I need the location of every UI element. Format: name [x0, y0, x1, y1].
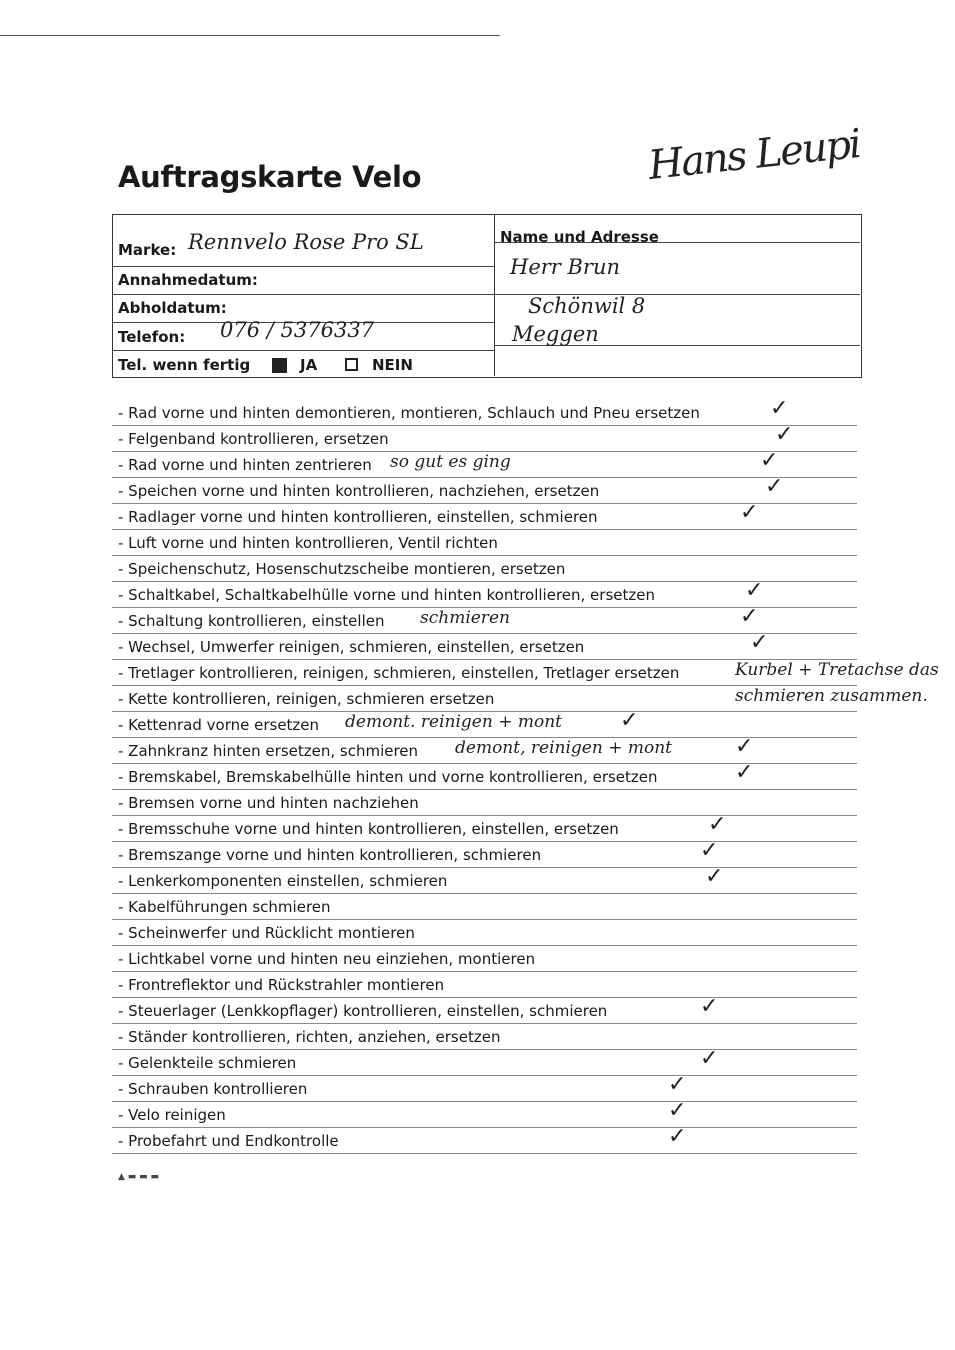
task-item: - Luft vorne und hinten kontrollieren, Ventil richten — [118, 534, 498, 552]
checkmark-icon: ✓ — [735, 760, 754, 785]
telefon-label: Telefon: — [118, 328, 186, 346]
task-item: - Bremsen vorne und hinten nachziehen — [118, 794, 419, 812]
row-line — [112, 294, 495, 295]
form-title: Auftragskarte Velo — [118, 160, 422, 194]
task-rule — [112, 815, 857, 816]
checkmark-icon: ✓ — [765, 474, 784, 499]
footer-mark: ▲ ▬ ▬ ▬ — [118, 1172, 160, 1182]
task-item: - Felgenband kontrollieren, ersetzen — [118, 430, 389, 448]
task-item: - Speichenschutz, Hosenschutzscheibe montieren, ersetzen — [118, 560, 566, 578]
task-rule — [112, 893, 857, 894]
handwritten-note: Kurbel + Tretachse das — [735, 660, 939, 680]
task-item: - Wechsel, Umwerfer reinigen, schmieren, einstellen, ersetzen — [118, 638, 585, 656]
task-item: - Steuerlager (Lenkkopflager) kontrollieren, einstellen, schmieren — [118, 1002, 608, 1020]
ja-checkbox[interactable] — [272, 358, 287, 373]
checkmark-icon: ✓ — [775, 422, 794, 447]
task-item: - Kettenrad vorne ersetzen — [118, 716, 320, 734]
handwritten-note: demont, reinigen + mont — [455, 738, 672, 758]
task-item: - Bremszange vorne und hinten kontrollieren, schmieren — [118, 846, 542, 864]
task-rule — [112, 633, 857, 634]
handwritten-note: schmieren — [420, 608, 510, 628]
abholdatum-label: Abholdatum: — [118, 299, 227, 317]
marke-label: Marke: — [118, 241, 177, 259]
checkmark-icon: ✓ — [700, 838, 719, 863]
checkmark-icon: ✓ — [740, 604, 759, 629]
task-rule — [112, 919, 857, 920]
task-rule — [112, 867, 857, 868]
task-rule — [112, 529, 857, 530]
checkmark-icon: ✓ — [750, 630, 769, 655]
handwritten-note: schmieren zusammen. — [735, 686, 928, 706]
nein-checkbox[interactable] — [345, 358, 358, 371]
task-item: - Rad vorne und hinten zentrieren — [118, 456, 372, 474]
name-line-1: Herr Brun — [510, 255, 621, 279]
task-item: - Speichen vorne und hinten kontrollieren, nachziehen, ersetzen — [118, 482, 600, 500]
task-item: - Schaltung kontrollieren, einstellen — [118, 612, 385, 630]
tel-wenn-fertig-label: Tel. wenn fertig — [118, 356, 251, 374]
task-item: - Schrauben kontrollieren — [118, 1080, 308, 1098]
checkmark-icon: ✓ — [668, 1072, 687, 1097]
handwritten-note: demont. reinigen + mont — [345, 712, 562, 732]
top-rule — [0, 35, 500, 36]
task-item: - Bremskabel, Bremskabelhülle hinten und vorne kontrollieren, ersetzen — [118, 768, 658, 786]
checkmark-icon: ✓ — [700, 1046, 719, 1071]
task-rule — [112, 1101, 857, 1102]
task-item: - Probefahrt und Endkontrolle — [118, 1132, 339, 1150]
checkmark-icon: ✓ — [620, 708, 639, 733]
checkmark-icon: ✓ — [735, 734, 754, 759]
name-line-3: Meggen — [512, 322, 599, 346]
task-item: - Rad vorne und hinten demontieren, montieren, Schlauch und Pneu ersetzen — [118, 404, 700, 422]
telefon-value: 076 / 5376337 — [220, 318, 375, 342]
name-line-2: Schönwil 8 — [528, 294, 646, 318]
task-item: - Gelenkteile schmieren — [118, 1054, 297, 1072]
checkmark-icon: ✓ — [700, 994, 719, 1019]
task-item: - Velo reinigen — [118, 1106, 226, 1124]
checkmark-icon: ✓ — [760, 448, 779, 473]
task-item: - Tretlager kontrollieren, reinigen, schmieren, einstellen, Tretlager ersetzen — [118, 664, 680, 682]
task-rule — [112, 1075, 857, 1076]
task-item: - Kabelführungen schmieren — [118, 898, 331, 916]
header-divider — [494, 214, 495, 376]
task-item: - Bremsschuhe vorne und hinten kontrollieren, einstellen, ersetzen — [118, 820, 619, 838]
checkmark-icon: ✓ — [668, 1098, 687, 1123]
task-rule — [112, 789, 857, 790]
task-item: - Kette kontrollieren, reinigen, schmieren ersetzen — [118, 690, 495, 708]
task-rule — [112, 945, 857, 946]
task-item: - Radlager vorne und hinten kontrollieren, einstellen, schmieren — [118, 508, 598, 526]
checkmark-icon: ✓ — [705, 864, 724, 889]
checkmark-icon: ✓ — [708, 812, 727, 837]
task-rule — [112, 555, 857, 556]
row-line — [112, 266, 495, 267]
handwritten-note: so gut es ging — [390, 452, 511, 472]
task-item: - Scheinwerfer und Rücklicht montieren — [118, 924, 415, 942]
task-rule — [112, 1153, 857, 1154]
task-rule — [112, 477, 857, 478]
checkmark-icon: ✓ — [745, 578, 764, 603]
task-rule — [112, 971, 857, 972]
row-line — [112, 350, 495, 351]
task-item: - Lichtkabel vorne und hinten neu einziehen, montieren — [118, 950, 536, 968]
checkmark-icon: ✓ — [770, 396, 789, 421]
name-adresse-label: Name und Adresse — [500, 228, 659, 246]
task-rule — [112, 1023, 857, 1024]
task-item: - Frontreflektor und Rückstrahler montieren — [118, 976, 445, 994]
annahmedatum-label: Annahmedatum: — [118, 271, 258, 289]
nein-label: NEIN — [372, 356, 413, 374]
task-rule — [112, 841, 857, 842]
checkmark-icon: ✓ — [740, 500, 759, 525]
ja-label: JA — [300, 356, 318, 374]
handwritten-signature: Hans Leupi — [646, 121, 862, 189]
task-rule — [112, 1049, 857, 1050]
marke-value: Rennvelo Rose Pro SL — [188, 230, 424, 254]
task-item: - Zahnkranz hinten ersetzen, schmieren — [118, 742, 419, 760]
task-rule — [112, 997, 857, 998]
checkmark-icon: ✓ — [668, 1124, 687, 1149]
task-item: - Lenkerkomponenten einstellen, schmieren — [118, 872, 448, 890]
task-item: - Ständer kontrollieren, richten, anziehen, ersetzen — [118, 1028, 501, 1046]
task-rule — [112, 1127, 857, 1128]
task-rule — [112, 425, 857, 426]
task-item: - Schaltkabel, Schaltkabelhülle vorne und hinten kontrollieren, ersetzen — [118, 586, 655, 604]
